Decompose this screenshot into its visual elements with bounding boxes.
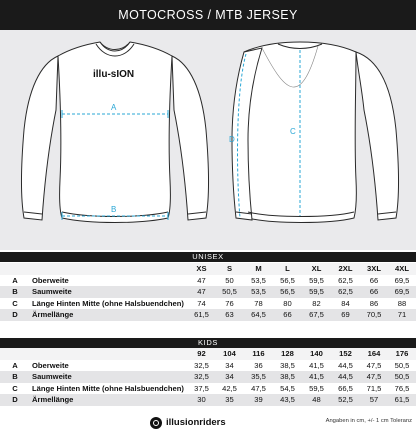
row-label: Oberweite: [30, 275, 188, 287]
brand-logo-icon: [150, 417, 162, 429]
table-cell: 47,5: [360, 360, 388, 372]
table-cell: 66: [360, 286, 388, 298]
header-blank: [30, 263, 188, 275]
marker-d: D: [229, 135, 235, 144]
table-cell: 69,5: [388, 286, 416, 298]
jersey-drawing: [0, 30, 416, 250]
unisex-header-row: [0, 263, 416, 275]
table-cell: 70,5: [360, 309, 388, 321]
table-cell: 37,5: [188, 383, 215, 395]
page-title: MOTOCROSS / MTB JERSEY: [118, 8, 298, 22]
table-cell: 50,5: [215, 286, 244, 298]
row-letter: C: [0, 383, 30, 395]
table-cell: 66: [273, 309, 302, 321]
row-letter: A: [0, 275, 30, 287]
row-label: Saumweite: [30, 286, 188, 298]
table-cell: 32,5: [188, 371, 215, 383]
table-cell: 53,5: [244, 275, 273, 287]
row-label: Oberweite: [30, 360, 188, 372]
table-cell: 56,5: [273, 286, 302, 298]
table-row: [0, 298, 416, 310]
row-label: Länge Hinten Mitte (ohne Halsbuendchen): [30, 298, 188, 310]
table-cell: 50,5: [388, 371, 416, 383]
row-letter: D: [0, 309, 30, 321]
table-cell: 43,5: [273, 394, 302, 406]
tolerance-note: Angaben in cm, +/- 1 cm Toleranz: [325, 418, 412, 424]
table-cell: 71,5: [360, 383, 388, 395]
size-header: 116: [244, 348, 273, 360]
unisex-section-label: UNISEX: [192, 252, 224, 261]
table-cell: 64,5: [244, 309, 273, 321]
table-cell: 39: [244, 394, 273, 406]
table-cell: 47,5: [360, 371, 388, 383]
unisex-table-body: [0, 263, 416, 321]
table-cell: 41,5: [302, 360, 331, 372]
table-cell: 69: [331, 309, 360, 321]
size-header: M: [244, 263, 273, 275]
table-row: [0, 286, 416, 298]
table-cell: 86: [360, 298, 388, 310]
marker-c: C: [290, 127, 296, 136]
table-cell: 57: [360, 394, 388, 406]
kids-size-table: [0, 348, 416, 406]
brand-name: illusionriders: [166, 417, 226, 428]
table-cell: 42,5: [215, 383, 244, 395]
table-row: [0, 309, 416, 321]
table-cell: 47: [188, 275, 215, 287]
table-cell: 50,5: [388, 360, 416, 372]
table-cell: 66,5: [331, 383, 360, 395]
table-cell: 76,5: [388, 383, 416, 395]
jersey-illustration: [0, 30, 416, 250]
table-cell: 59,5: [302, 286, 331, 298]
header-blank: [0, 263, 30, 275]
kids-section-bar: [0, 338, 416, 348]
table-cell: 52,5: [331, 394, 360, 406]
table-cell: 38,5: [273, 360, 302, 372]
table-cell: 80: [273, 298, 302, 310]
table-cell: 76: [215, 298, 244, 310]
jersey-logo: illu-sION: [93, 69, 135, 80]
header-blank: [30, 348, 188, 360]
table-cell: 32,5: [188, 360, 215, 372]
table-cell: 84: [331, 298, 360, 310]
table-cell: 47: [188, 286, 215, 298]
kids-header-row: [0, 348, 416, 360]
table-cell: 50: [215, 275, 244, 287]
table-cell: 62,5: [331, 275, 360, 287]
row-letter: D: [0, 394, 30, 406]
table-cell: 38,5: [273, 371, 302, 383]
row-letter: B: [0, 371, 30, 383]
table-cell: 44,5: [331, 360, 360, 372]
row-label: Ärmellänge: [30, 309, 188, 321]
marker-a: A: [111, 103, 117, 112]
table-cell: 36: [244, 360, 273, 372]
table-row: [0, 394, 416, 406]
table-cell: 35: [215, 394, 244, 406]
unisex-section-bar: [0, 252, 416, 262]
size-header: 164: [360, 348, 388, 360]
row-label: Ärmellänge: [30, 394, 188, 406]
marker-b: B: [111, 205, 117, 214]
table-cell: 48: [302, 394, 331, 406]
table-cell: 82: [302, 298, 331, 310]
size-header: 92: [188, 348, 215, 360]
table-row: [0, 371, 416, 383]
table-cell: 59,5: [302, 383, 331, 395]
size-header: 176: [388, 348, 416, 360]
table-cell: 61,5: [388, 394, 416, 406]
size-header: 2XL: [331, 263, 360, 275]
table-cell: 56,5: [273, 275, 302, 287]
table-cell: 44,5: [331, 371, 360, 383]
row-letter: B: [0, 286, 30, 298]
table-row: [0, 275, 416, 287]
table-cell: 41,5: [302, 371, 331, 383]
size-header: 4XL: [388, 263, 416, 275]
size-header: XS: [188, 263, 215, 275]
back-jersey: [232, 42, 399, 223]
table-cell: 47,5: [244, 383, 273, 395]
size-header: XL: [302, 263, 331, 275]
table-row: [0, 360, 416, 372]
title-bar: [0, 0, 416, 30]
table-cell: 88: [388, 298, 416, 310]
kids-section-label: KIDS: [198, 338, 218, 347]
table-cell: 53,5: [244, 286, 273, 298]
table-cell: 67,5: [302, 309, 331, 321]
header-blank: [0, 348, 30, 360]
kids-table-body: [0, 348, 416, 406]
table-cell: 59,5: [302, 275, 331, 287]
table-cell: 54,5: [273, 383, 302, 395]
size-header: 104: [215, 348, 244, 360]
table-cell: 63: [215, 309, 244, 321]
row-label: Länge Hinten Mitte (ohne Halsbuendchen): [30, 383, 188, 395]
table-row: [0, 383, 416, 395]
table-cell: 62,5: [331, 286, 360, 298]
table-cell: 30: [188, 394, 215, 406]
brand-footer: [150, 414, 226, 431]
unisex-size-table: [0, 263, 416, 321]
table-cell: 71: [388, 309, 416, 321]
row-letter: C: [0, 298, 30, 310]
size-header: 152: [331, 348, 360, 360]
table-cell: 78: [244, 298, 273, 310]
size-header: S: [215, 263, 244, 275]
table-cell: 34: [215, 371, 244, 383]
table-cell: 69,5: [388, 275, 416, 287]
row-label: Saumweite: [30, 371, 188, 383]
size-header: 128: [273, 348, 302, 360]
size-header: L: [273, 263, 302, 275]
table-cell: 34: [215, 360, 244, 372]
size-header: 3XL: [360, 263, 388, 275]
size-header: 140: [302, 348, 331, 360]
row-letter: A: [0, 360, 30, 372]
table-cell: 66: [360, 275, 388, 287]
table-cell: 35,5: [244, 371, 273, 383]
table-cell: 74: [188, 298, 215, 310]
table-cell: 61,5: [188, 309, 215, 321]
